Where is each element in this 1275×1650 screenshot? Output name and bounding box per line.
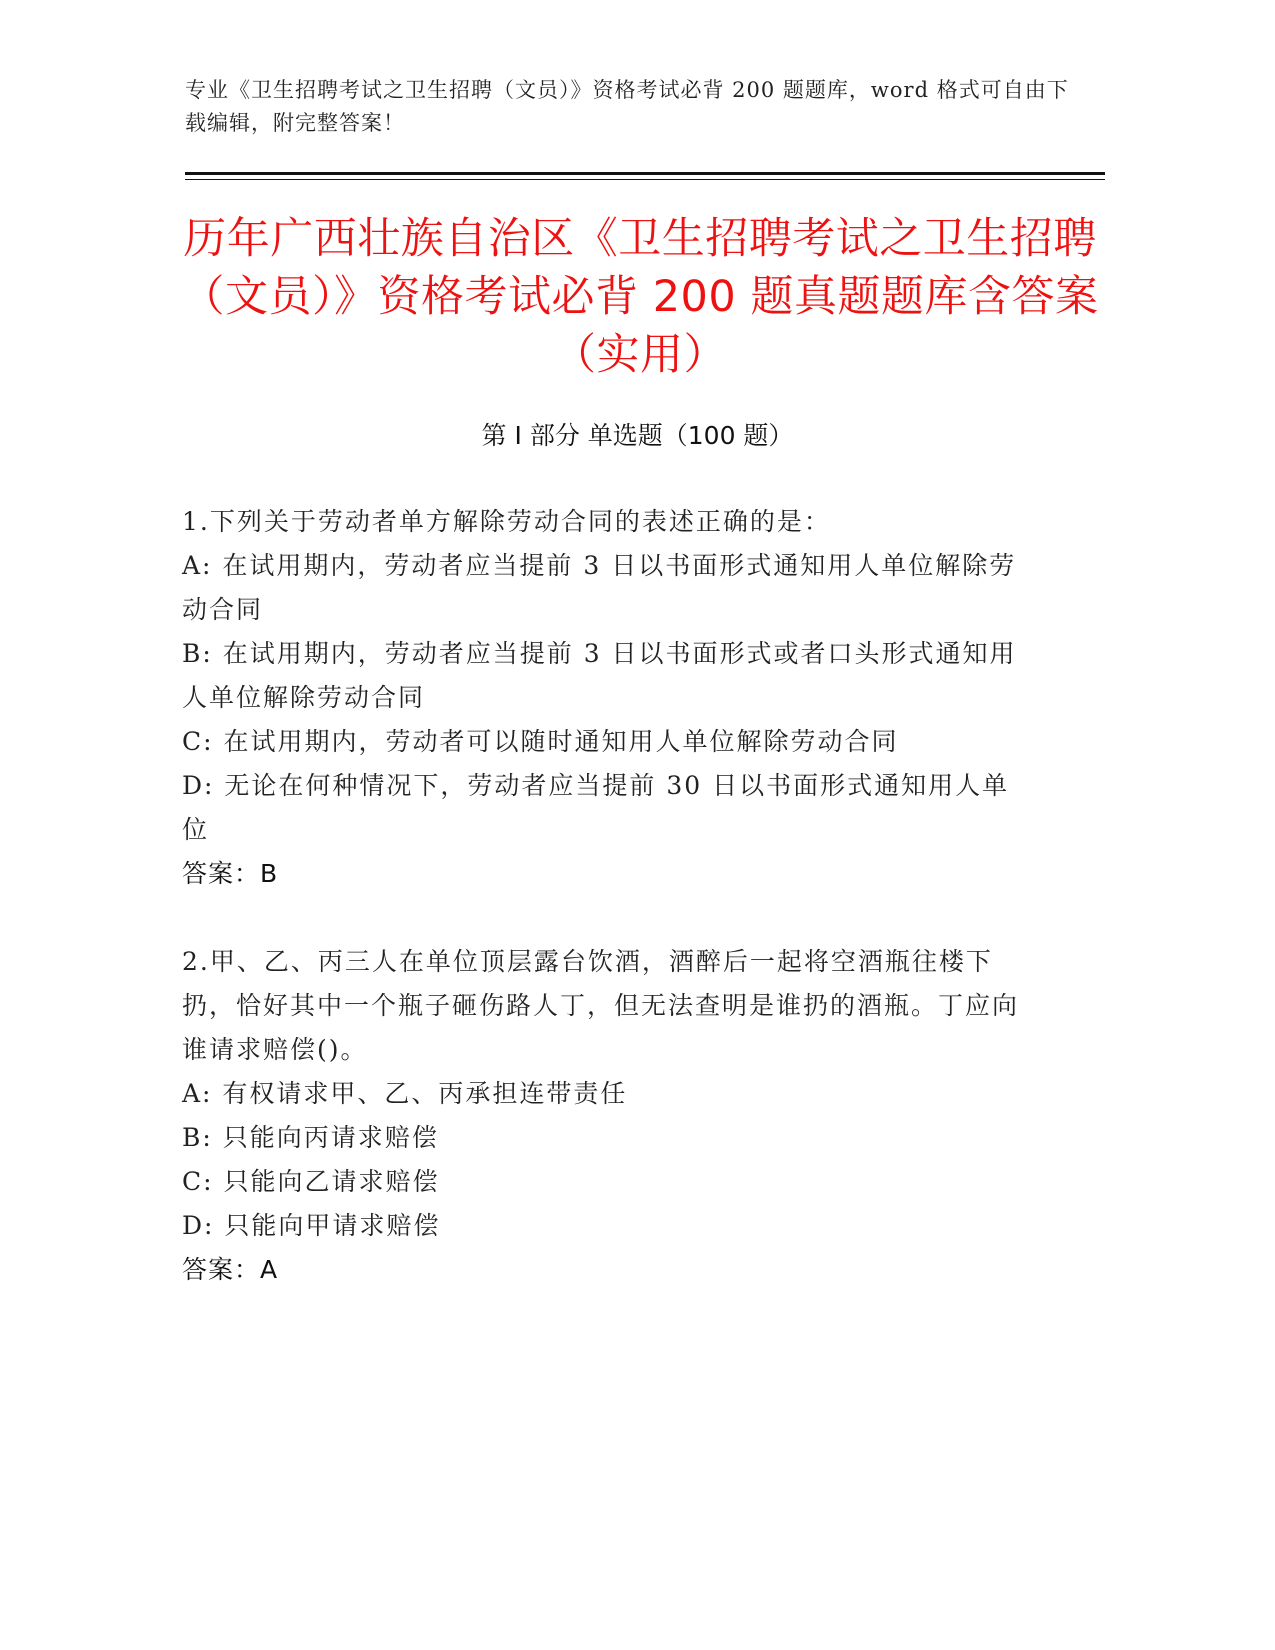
option-d: D: 无论在何种情况下，劳动者应当提前 30 日以书面形式通知用人单位: [182, 771, 1010, 844]
header-divider-thin: [185, 179, 1105, 180]
option-b: B: 在试用期内，劳动者应当提前 3 日以书面形式或者口头形式通知用人单位解除劳动合同: [182, 639, 1017, 712]
section-title: 第 I 部分 单选题（100 题）: [481, 421, 794, 450]
question-2: [182, 940, 1032, 1292]
question-1: [182, 500, 1032, 896]
question-stem: 2.甲、乙、丙三人在单位顶层露台饮酒，酒醉后一起将空酒瓶往楼下扔，恰好其中一个瓶子砸伤路人丁，但无法查明是谁扔的酒瓶。丁应向谁请求赔偿()。: [182, 947, 1020, 1064]
option-c: C: 在试用期内，劳动者可以随时通知用人单位解除劳动合同: [182, 727, 899, 756]
document-title: 历年广西壮族自治区《卫生招聘考试之卫生招聘（文员）》资格考试必背 200 题真题题库含答案（实用）: [181, 214, 1099, 380]
option-a: A: 在试用期内，劳动者应当提前 3 日以书面形式通知用人单位解除劳动合同: [182, 551, 1017, 624]
question-list: [182, 500, 1032, 1336]
option-c: C: 只能向乙请求赔偿: [182, 1167, 440, 1196]
option-d: D: 只能向甲请求赔偿: [182, 1211, 441, 1240]
answer-label: 答案：B: [182, 859, 279, 888]
header-divider-thick: [185, 172, 1105, 175]
question-stem: 1.下列关于劳动者单方解除劳动合同的表述正确的是：: [182, 507, 831, 536]
option-a: A: 有权请求甲、乙、丙承担连带责任: [182, 1079, 628, 1108]
option-b: B: 只能向丙请求赔偿: [182, 1123, 439, 1152]
answer-label: 答案：A: [182, 1255, 279, 1284]
header-note: 专业《卫生招聘考试之卫生招聘（文员）》资格考试必背 200 题题库，word 格式可自由下载编辑，附完整答案！: [185, 78, 1069, 135]
